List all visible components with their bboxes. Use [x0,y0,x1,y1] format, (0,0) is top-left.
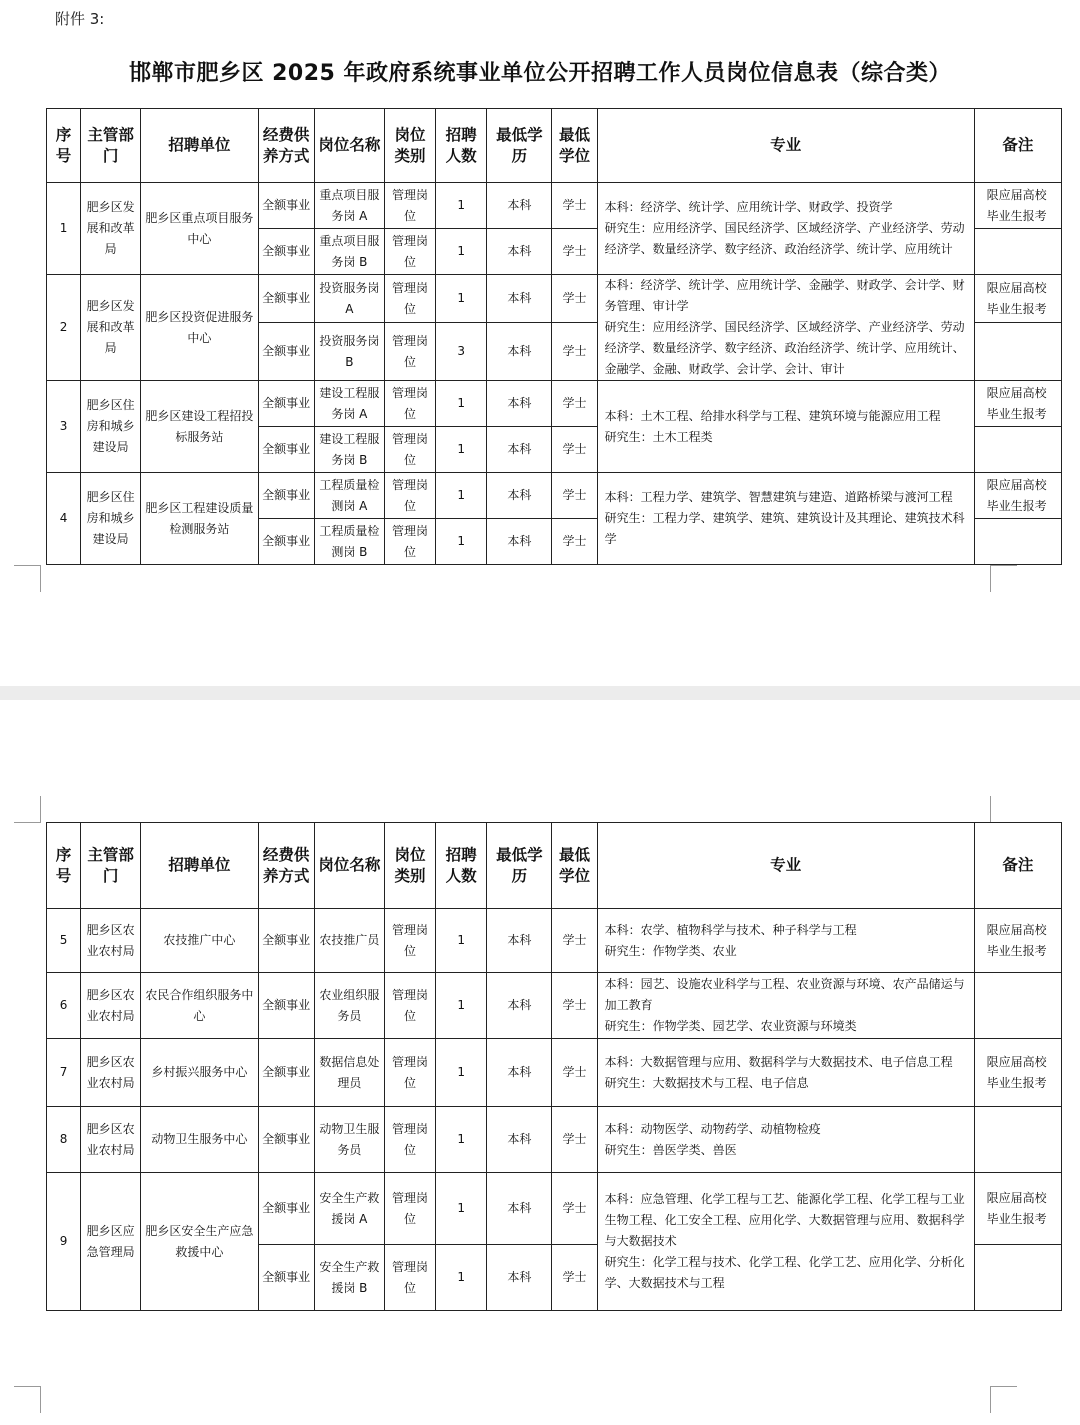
table-row [47,473,1062,519]
funding-cell: 全额事业 [258,973,314,1039]
department-cell: 肥乡区应急管理局 [81,1173,141,1311]
department-cell: 肥乡区农业农村局 [81,1039,141,1107]
col-header-degree: 最低学位 [552,823,597,909]
position-name-cell: 重点项目服务岗 B [314,229,384,275]
degree-cell: 学士 [552,1039,597,1107]
unit-cell: 动物卫生服务中心 [141,1107,258,1173]
major-cell [597,1039,974,1107]
count-cell: 1 [436,1245,487,1311]
degree-cell: 学士 [552,909,597,973]
degree-cell: 学士 [552,519,597,565]
major-cell [597,275,974,381]
row-number-cell: 8 [47,1107,81,1173]
unit-cell: 肥乡区安全生产应急救援中心 [141,1173,258,1311]
position-name-cell: 农技推广员 [314,909,384,973]
positions-table-page-2 [46,822,1062,1311]
funding-cell: 全额事业 [258,323,314,381]
note-cell [974,973,1061,1039]
row-number-cell: 5 [47,909,81,973]
degree-cell: 学士 [552,1245,597,1311]
position-name-cell: 工程质量检测岗 B [314,519,384,565]
page-corner-mark [14,1386,41,1413]
education-cell: 本科 [487,427,552,473]
department-cell: 肥乡区农业农村局 [81,1107,141,1173]
table-row [47,381,1062,427]
page-corner-mark [14,565,41,592]
page-corner-mark [990,565,1017,592]
note-cell [974,1245,1061,1311]
page-corner-mark [14,796,41,823]
col-header-no: 序号 [47,823,81,909]
department-cell: 肥乡区农业农村局 [81,973,141,1039]
col-header-dept: 主管部门 [81,109,141,183]
major-line: 本科：动物医学、动物药学、动植物检疫 [604,1121,821,1136]
major-line: 研究生：兽医学类、兽医 [604,1142,737,1157]
table-row [47,973,1062,1039]
note-cell [974,1107,1061,1173]
major-line: 本科：应急管理、化学工程与工艺、能源化学工程、化学工程与工业生物工程、化工安全工程、应用化学、大数据管理与应用、数据科学与大数据技术 [604,1192,965,1248]
col-header-position: 岗位名称 [314,109,384,183]
department-cell: 肥乡区住房和城乡建设局 [81,473,141,565]
degree-cell: 学士 [552,473,597,519]
table-row [47,909,1062,973]
table-row [47,1107,1062,1173]
count-cell: 1 [436,1039,487,1107]
degree-cell: 学士 [552,381,597,427]
col-header-count: 招聘人数 [436,109,487,183]
count-cell: 1 [436,381,487,427]
table-row [47,1039,1062,1107]
page-corner-mark [990,796,1017,823]
position-name-cell: 数据信息处理员 [314,1039,384,1107]
category-cell: 管理岗位 [384,183,435,229]
major-cell [597,183,974,275]
row-number-cell: 1 [47,183,81,275]
category-cell: 管理岗位 [384,1245,435,1311]
major-cell [597,381,974,473]
note-cell [974,323,1061,381]
col-header-funding: 经费供养方式 [258,109,314,183]
col-header-education: 最低学历 [487,109,552,183]
document-page-2 [0,700,1080,1425]
count-cell: 3 [436,323,487,381]
major-cell [597,909,974,973]
table-row [47,183,1062,229]
degree-cell: 学士 [552,427,597,473]
table-row [47,275,1062,323]
count-cell: 1 [436,973,487,1039]
degree-cell: 学士 [552,229,597,275]
row-number-cell: 4 [47,473,81,565]
major-line: 本科：经济学、统计学、应用统计学、财政学、投资学 [604,200,893,214]
unit-cell: 肥乡区重点项目服务中心 [141,183,258,275]
position-name-cell: 动物卫生服务员 [314,1107,384,1173]
count-cell: 1 [436,1107,487,1173]
note-cell: 限应届高校毕业生报考 [974,381,1061,427]
category-cell: 管理岗位 [384,275,435,323]
count-cell: 1 [436,473,487,519]
major-line: 本科：经济学、统计学、应用统计学、金融学、财政学、会计学、财务管理、审计学 [604,278,965,313]
table-header-row [47,823,1062,909]
department-cell: 肥乡区发展和改革局 [81,183,141,275]
row-number-cell: 6 [47,973,81,1039]
position-name-cell: 安全生产救援岗 B [314,1245,384,1311]
education-cell: 本科 [487,1245,552,1311]
major-cell [597,1107,974,1173]
funding-cell: 全额事业 [258,1039,314,1107]
position-name-cell: 安全生产救援岗 A [314,1173,384,1245]
note-cell [974,229,1061,275]
col-header-degree: 最低学位 [552,109,597,183]
category-cell: 管理岗位 [384,1039,435,1107]
page-gap [0,686,1080,700]
table-header-row [47,109,1062,183]
category-cell: 管理岗位 [384,973,435,1039]
funding-cell: 全额事业 [258,1107,314,1173]
unit-cell: 肥乡区投资促进服务中心 [141,275,258,381]
position-name-cell: 工程质量检测岗 A [314,473,384,519]
col-header-major: 专业 [597,823,974,909]
department-cell: 肥乡区发展和改革局 [81,275,141,381]
major-line: 研究生：作物学类、农业 [604,943,737,958]
education-cell: 本科 [487,275,552,323]
funding-cell: 全额事业 [258,427,314,473]
count-cell: 1 [436,427,487,473]
position-name-cell: 建设工程服务岗 A [314,381,384,427]
degree-cell: 学士 [552,973,597,1039]
major-cell [597,1173,974,1311]
department-cell: 肥乡区农业农村局 [81,909,141,973]
page-corner-mark [990,1386,1017,1413]
category-cell: 管理岗位 [384,427,435,473]
funding-cell: 全额事业 [258,229,314,275]
attachment-label: 附件 3: [55,10,105,28]
position-name-cell: 农业组织服务员 [314,973,384,1039]
col-header-major: 专业 [597,109,974,183]
funding-cell: 全额事业 [258,183,314,229]
major-line: 本科：园艺、设施农业科学与工程、农业资源与环境、农产品储运与加工教育 [604,977,965,1012]
education-cell: 本科 [487,909,552,973]
count-cell: 1 [436,275,487,323]
education-cell: 本科 [487,183,552,229]
category-cell: 管理岗位 [384,381,435,427]
col-header-category: 岗位类别 [384,823,435,909]
major-cell [597,973,974,1039]
count-cell: 1 [436,909,487,973]
col-header-count: 招聘人数 [436,823,487,909]
major-line: 研究生：应用经济学、国民经济学、区域经济学、产业经济学、劳动经济学、数量经济学、数字经济、政治经济学、统计学、应用统计、金融学、金融、财政学、会计学、会计、审计 [604,320,965,376]
category-cell: 管理岗位 [384,1107,435,1173]
major-line: 本科：土木工程、给排水科学与工程、建筑环境与能源应用工程 [604,408,941,423]
category-cell: 管理岗位 [384,229,435,275]
count-cell: 1 [436,519,487,565]
count-cell: 1 [436,183,487,229]
education-cell: 本科 [487,1173,552,1245]
major-line: 研究生：大数据技术与工程、电子信息 [604,1075,809,1090]
col-header-position: 岗位名称 [314,823,384,909]
col-header-dept: 主管部门 [81,823,141,909]
note-cell [974,519,1061,565]
major-line: 本科：大数据管理与应用、数据科学与大数据技术、电子信息工程 [604,1054,953,1069]
position-name-cell: 投资服务岗 B [314,323,384,381]
col-header-unit: 招聘单位 [141,823,258,909]
unit-cell: 农民合作组织服务中心 [141,973,258,1039]
education-cell: 本科 [487,229,552,275]
unit-cell: 乡村振兴服务中心 [141,1039,258,1107]
major-line: 研究生：工程力学、建筑学、建筑、建筑设计及其理论、建筑技术科学 [604,511,965,546]
col-header-education: 最低学历 [487,823,552,909]
major-line: 研究生：应用经济学、国民经济学、区域经济学、产业经济学、劳动经济学、数量经济学、数字经济、政治经济学、统计学、应用统计 [604,221,965,256]
degree-cell: 学士 [552,1173,597,1245]
category-cell: 管理岗位 [384,519,435,565]
positions-table-page-1 [46,108,1062,565]
category-cell: 管理岗位 [384,323,435,381]
row-number-cell: 3 [47,381,81,473]
education-cell: 本科 [487,323,552,381]
row-number-cell: 9 [47,1173,81,1311]
col-header-note: 备注 [974,823,1061,909]
department-cell: 肥乡区住房和城乡建设局 [81,381,141,473]
col-header-unit: 招聘单位 [141,109,258,183]
funding-cell: 全额事业 [258,275,314,323]
note-cell: 限应届高校毕业生报考 [974,183,1061,229]
category-cell: 管理岗位 [384,1173,435,1245]
education-cell: 本科 [487,473,552,519]
document-page-1 [0,0,1080,686]
note-cell: 限应届高校毕业生报考 [974,1039,1061,1107]
education-cell: 本科 [487,519,552,565]
row-number-cell: 2 [47,275,81,381]
row-number-cell: 7 [47,1039,81,1107]
note-cell [974,427,1061,473]
col-header-no: 序号 [47,109,81,183]
major-line: 本科：工程力学、建筑学、智慧建筑与建造、道路桥梁与渡河工程 [604,490,953,504]
count-cell: 1 [436,229,487,275]
position-name-cell: 建设工程服务岗 B [314,427,384,473]
note-cell: 限应届高校毕业生报考 [974,1173,1061,1245]
education-cell: 本科 [487,973,552,1039]
education-cell: 本科 [487,1107,552,1173]
col-header-funding: 经费供养方式 [258,823,314,909]
major-line: 研究生：作物学类、园艺学、农业资源与环境类 [604,1019,857,1033]
count-cell: 1 [436,1173,487,1245]
major-line: 本科：农学、植物科学与技术、种子科学与工程 [604,922,857,937]
col-header-category: 岗位类别 [384,109,435,183]
unit-cell: 肥乡区工程建设质量检测服务站 [141,473,258,565]
funding-cell: 全额事业 [258,381,314,427]
table-row [47,1173,1062,1245]
note-cell: 限应届高校毕业生报考 [974,275,1061,323]
category-cell: 管理岗位 [384,909,435,973]
funding-cell: 全额事业 [258,473,314,519]
funding-cell: 全额事业 [258,909,314,973]
position-name-cell: 重点项目服务岗 A [314,183,384,229]
degree-cell: 学士 [552,323,597,381]
funding-cell: 全额事业 [258,1173,314,1245]
category-cell: 管理岗位 [384,473,435,519]
funding-cell: 全额事业 [258,519,314,565]
education-cell: 本科 [487,1039,552,1107]
position-name-cell: 投资服务岗 A [314,275,384,323]
degree-cell: 学士 [552,183,597,229]
education-cell: 本科 [487,381,552,427]
major-cell [597,473,974,565]
col-header-note: 备注 [974,109,1061,183]
unit-cell: 农技推广中心 [141,909,258,973]
unit-cell: 肥乡区建设工程招投标服务站 [141,381,258,473]
major-line: 研究生：土木工程类 [604,429,713,444]
note-cell: 限应届高校毕业生报考 [974,909,1061,973]
degree-cell: 学士 [552,1107,597,1173]
note-cell: 限应届高校毕业生报考 [974,473,1061,519]
document-title: 邯郸市肥乡区 2025 年政府系统事业单位公开招聘工作人员岗位信息表（综合类） [128,61,952,86]
funding-cell: 全额事业 [258,1245,314,1311]
degree-cell: 学士 [552,275,597,323]
major-line: 研究生：化学工程与技术、化学工程、化学工艺、应用化学、分析化学、大数据技术与工程 [604,1255,965,1290]
